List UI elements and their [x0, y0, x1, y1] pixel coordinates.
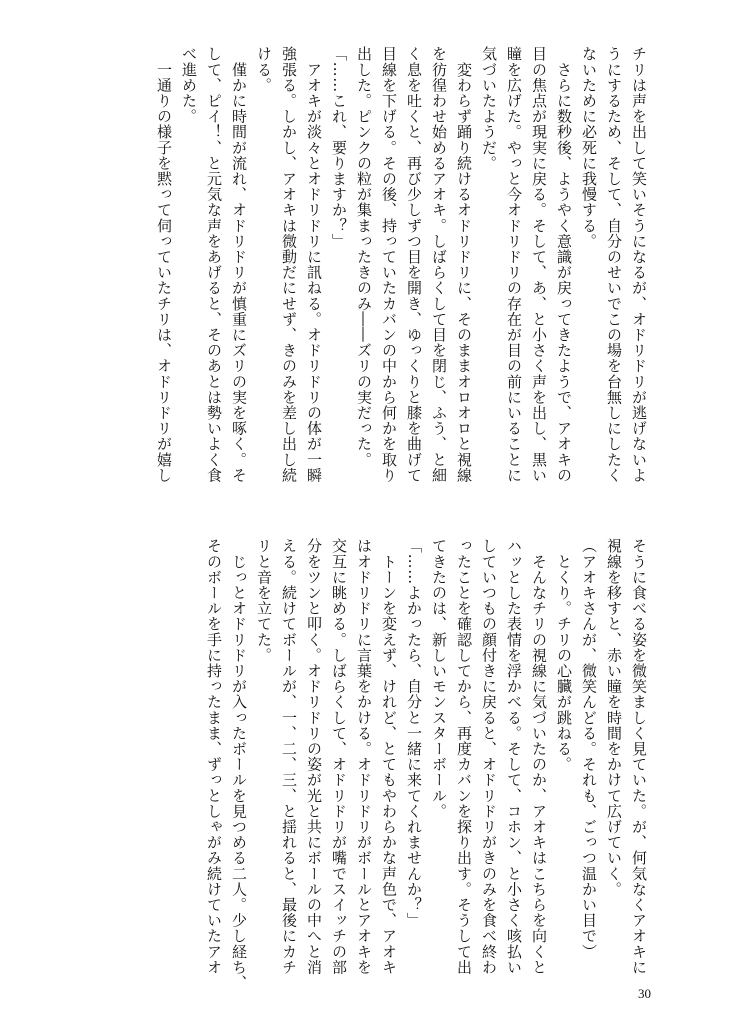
text-line: チリは声を出して笑いそうになるが、オドリドリが逃げないよ	[630, 46, 648, 483]
text-line: ないために必死に我慢する。	[580, 46, 598, 249]
text-line: 分をツンと叩く。オドリドリの姿が光と共にボールの中へと消	[305, 538, 323, 975]
text-line: 瞳を広げた。やっと今オドリドリの存在が目の前にいることに	[505, 46, 523, 483]
text-line: 「……これ、要りますか？」	[330, 46, 348, 249]
text-line: ったことを確認してから、再度カバンを探り出す。そうして出	[455, 538, 473, 975]
text-line: 強張る。しかし、アオキは微動だにせず、きのみを差し出し続	[280, 46, 298, 483]
text-line: 出した。ピンクの粒が集まったきのみ――ズリの実だった。	[355, 46, 373, 468]
text-line: そうに食べる姿を微笑ましく見ていた。が、何気なくアオキに	[630, 538, 648, 975]
text-line: 「……よかったら、自分と一緒に来てくれませんか？」	[405, 538, 423, 928]
text-line: とくり。チリの心臓が跳ねる。	[555, 538, 573, 772]
text-line: うにするため、そして、自分のせいでこの場を台無しにしたく	[605, 46, 623, 483]
text-line: して、ピイ！、と元気な声をあげると、そのあとは勢いよく食	[205, 46, 223, 483]
text-line: べ進めた。	[180, 46, 198, 124]
page-number: 30	[638, 986, 651, 1001]
text-line: える。続けてボールが、一、二、三、と揺れると、最後にカチ	[280, 538, 298, 975]
text-line: ける。	[255, 46, 273, 93]
text-line: さらに数秒後、ようやく意識が戻ってきたようで、アオキの	[555, 46, 573, 483]
text-line: てきたのは、新しいモンスターボール。	[430, 538, 448, 819]
text-line: を彷徨わせ始めるアオキ。しばらくして目を閉じ、ふう、と細	[430, 46, 448, 483]
text-line: していつもの顔付きに戻ると、オドリドリがきのみを食べ終わ	[480, 538, 498, 975]
text-line: そんなチリの視線に気づいたのか、アオキはこちらを向くと	[530, 538, 548, 975]
text-line: じっとオドリドリが入ったボールを見つめる二人。少し経ち、	[230, 538, 248, 991]
lower-text-block	[201, 538, 651, 991]
text-line: はオドリドリに言葉をかける。オドリドリがボールとアオキを	[355, 538, 373, 975]
text-line: 視線を移すと、赤い瞳を時間をかけて広げていく。	[605, 538, 623, 897]
text-line: 交互に眺める。しばらくして、オドリドリが嘴でスイッチの部	[330, 538, 348, 975]
text-line: （アオキさんが、微笑んどる。それも、ごっつ温かい目で）	[580, 538, 598, 960]
text-line: 目線を下げる。その後、持っていたカバンの中から何かを取り	[380, 46, 398, 483]
text-line: 気づいたようだ。	[480, 46, 498, 171]
text-line: 変わらず踊り続けるオドリドリに、そのままオロオロと視線	[455, 46, 473, 483]
upper-text-block	[151, 46, 651, 496]
text-line: そのボールを手に持ったまま、ずっとしゃがみ続けていたアオ	[205, 538, 223, 975]
text-line: トーンを変えず、けれど、とてもやわらかな声色で、アオキ	[380, 538, 398, 975]
text-line: リと音を立てた。	[255, 538, 273, 663]
text-line: ハッとした表情を浮かべる。そして、コホン、と小さく咳払い	[505, 538, 523, 975]
text-line: 目の焦点が現実に戻る。そして、あ、と小さく声を出し、黒い	[530, 46, 548, 483]
text-line: 一通りの様子を黙って伺っていたチリは、オドリドリが嬉し	[155, 46, 173, 483]
text-line: 僅かに時間が流れ、オドリドリが慎重にズリの実を啄く。そ	[230, 46, 248, 483]
text-line: く息を吐くと、再び少しずつ目を開き、ゆっくりと膝を曲げて	[405, 46, 423, 483]
text-line: アオキが淡々とオドリドリに訊ねる。オドリドリの体が一瞬	[305, 46, 323, 483]
